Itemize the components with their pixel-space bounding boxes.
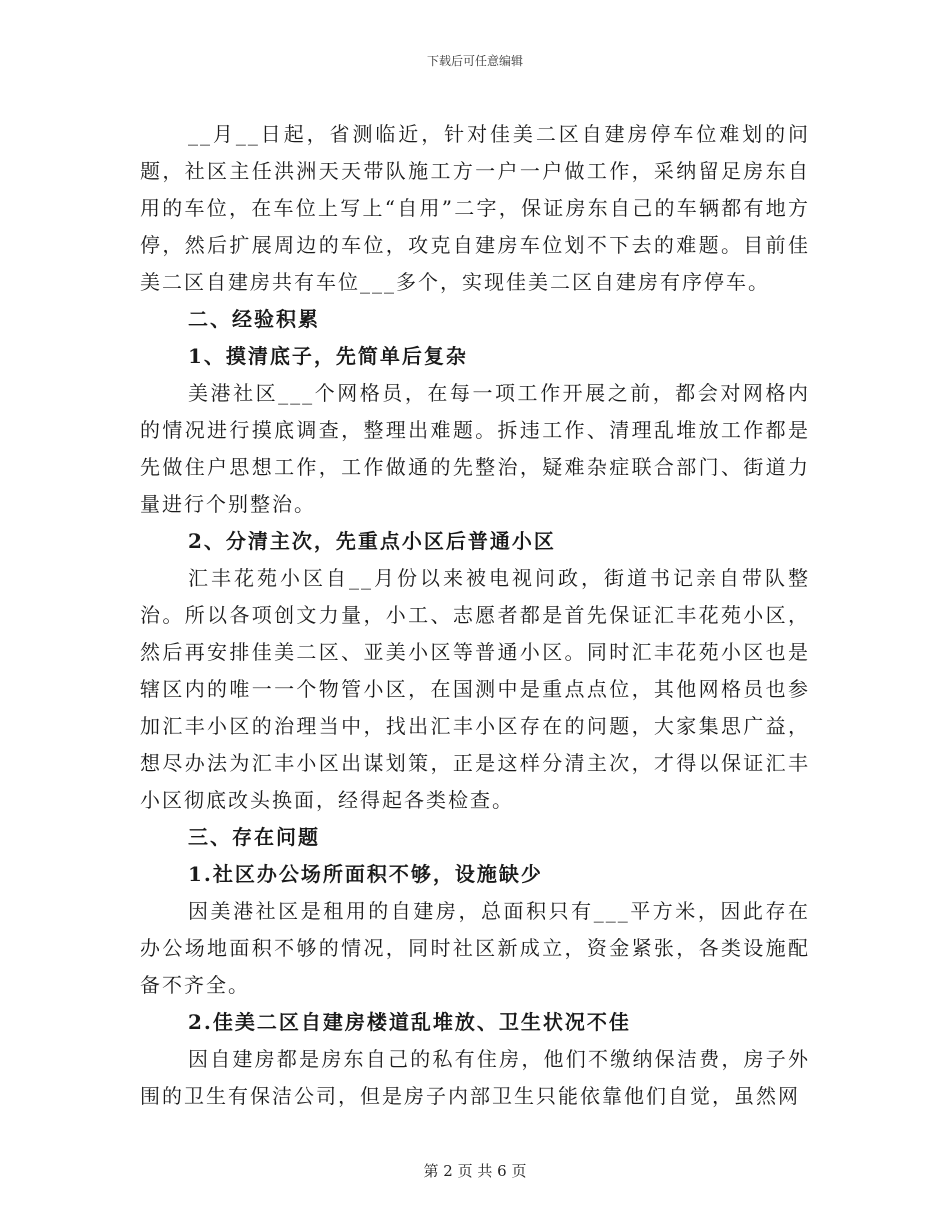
section-heading-experience: 二、经验积累 <box>188 307 320 331</box>
section-heading-problems: 三、存在问题 <box>188 825 320 849</box>
problem-heading-2: 2.佳美二区自建房楼道乱堆放、卫生状况不佳 <box>188 1010 631 1034</box>
paragraph-parking: __月__日起，省测临近，针对佳美二区自建房停车位难划的问题，社区主任洪洲天天带队施工方一户一户做工作，采纳留足房东自用的车位，在车位上写上“自用”二字，保证房东自己的车辆都有地方停，然后扩展周边的车位，攻克自建房车位划不下去的难题。目前佳美二区自建房共有车位___多个，实现佳美二区自建房有序停车。 <box>140 122 810 294</box>
problem-heading-1: 1.社区办公场所面积不够，设施缺少 <box>188 862 543 886</box>
page-footer: 第 2 页 共 6 页 <box>423 1162 527 1180</box>
page-header: 下载后可任意编辑 <box>426 54 523 68</box>
document-body <box>140 116 810 1115</box>
paragraph-survey: 美港社区___个网格员，在每一项工作开展之前，都会对网格内的情况进行摸底调查，整理出难题。拆违工作、清理乱堆放工作都是先做住户思想工作，工作做通的先整治，疑难杂症联合部门、街道力量进行个别整治。 <box>140 381 810 516</box>
subheading-1: 1、摸清底子，先简单后复杂 <box>188 344 468 368</box>
paragraph-office-space: 因美港社区是租用的自建房，总面积只有___平方米，因此存在办公场地面积不够的情况，同时社区新成立，资金紧张，各类设施配备不齐全。 <box>140 899 810 997</box>
paragraph-hygiene: 因自建房都是房东自己的私有住房，他们不缴纳保洁费，房子外围的卫生有保洁公司，但是房子内部卫生只能依靠他们自觉，虽然网 <box>140 1047 810 1108</box>
paragraph-priorities: 汇丰花苑小区自__月份以来被电视问政，街道书记亲自带队整治。所以各项创文力量，小工、志愿者都是首先保证汇丰花苑小区，然后再安排佳美二区、亚美小区等普通小区。同时汇丰花苑小区也是辖区内的唯一一个物管小区，在国测中是重点点位，其他网格员也参加汇丰小区的治理当中，找出汇丰小区存在的问题，大家集思广益，想尽办法为汇丰小区出谋划策，正是这样分清主次，才得以保证汇丰小区彻底改头换面，经得起各类检查。 <box>140 566 810 812</box>
subheading-2: 2、分清主次，先重点小区后普通小区 <box>188 529 556 553</box>
